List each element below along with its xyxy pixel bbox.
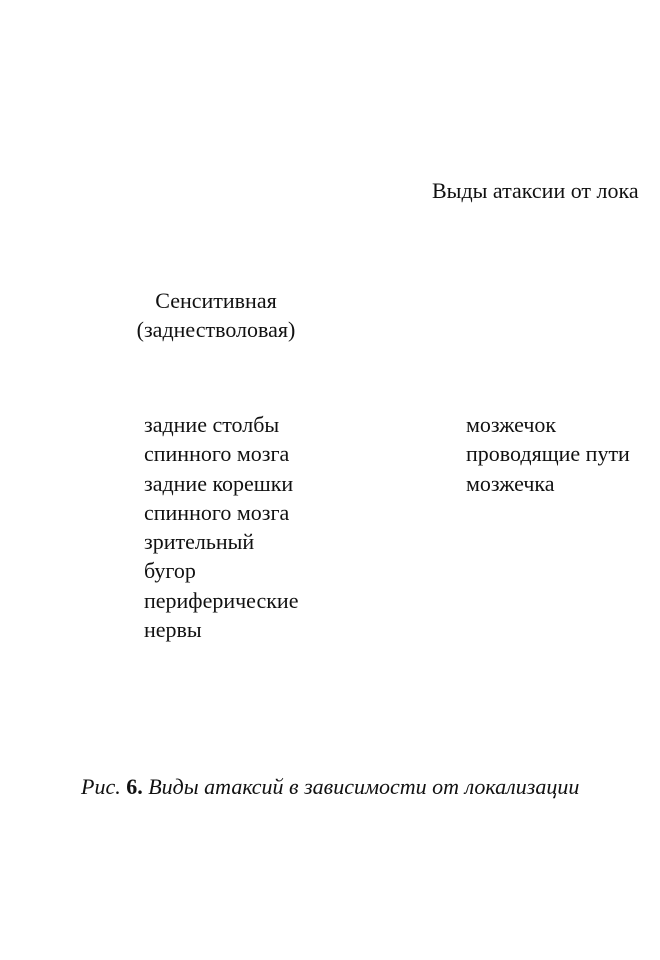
branch-title-line-2: (заднестволовая) (136, 317, 296, 342)
diagram-title: Выды атаксии от лока (432, 178, 639, 203)
list-item: зрительный (144, 529, 255, 555)
figure-caption (81, 772, 579, 802)
caption-number: 6. (126, 774, 143, 799)
list-item: задние столбы (144, 412, 280, 437)
list-item: бугор (144, 558, 196, 584)
list-item: спинного мозга (144, 499, 290, 525)
list-item: спинного мозга (144, 441, 290, 467)
caption-prefix: Рис. (81, 774, 121, 799)
cerebellar-locations-list (466, 410, 630, 498)
list-item: проводящие пути (466, 441, 630, 467)
branch-title-line-1: Сенситивная (155, 288, 277, 313)
list-item: задние корешки (144, 470, 294, 496)
branch-title-sensitive (110, 286, 322, 344)
caption-text: Виды атаксий в зависимости от локализации (148, 774, 580, 799)
list-item: периферические (144, 587, 299, 613)
list-item: нервы (144, 617, 202, 643)
list-item: мозжечка (466, 470, 555, 496)
list-item: мозжечок (466, 412, 557, 437)
sensitive-locations-list (144, 410, 298, 644)
